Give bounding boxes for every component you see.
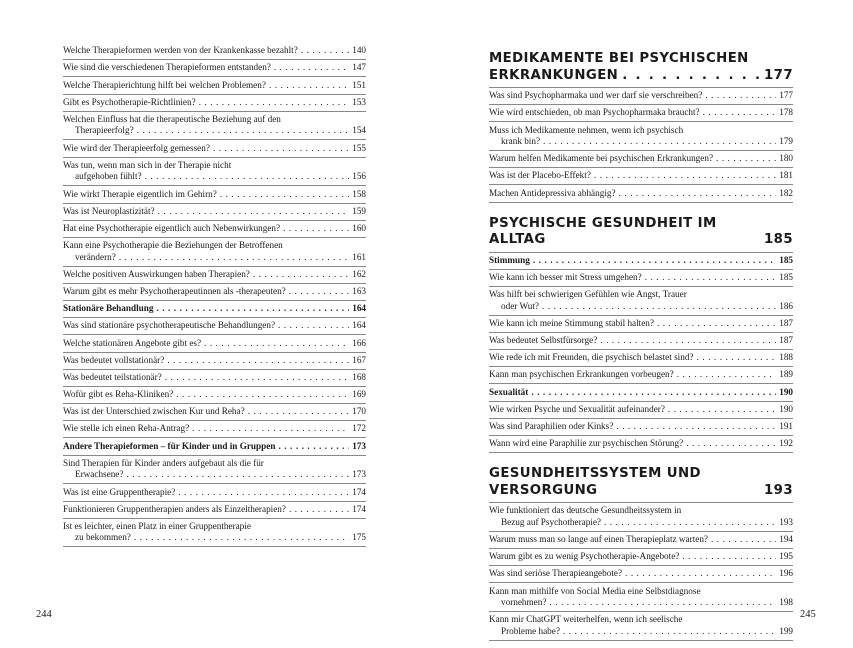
dot-leader <box>625 568 776 580</box>
dot-leader <box>134 532 349 544</box>
entry-row <box>489 301 793 313</box>
dot-leader <box>248 406 349 418</box>
dot-leader <box>145 171 349 183</box>
toc-entry <box>489 122 793 151</box>
entry-row <box>489 369 793 381</box>
entry-page-number: 163 <box>352 285 366 296</box>
entry-title: Was ist der Placebo-Effekt? <box>489 170 591 181</box>
entry-row <box>63 189 366 201</box>
entry-title: Welche Therapieformen werden von der Krankenkasse bezahlt? <box>63 45 298 56</box>
entry-title: Was bedeutet Selbstfürsorge? <box>489 335 598 346</box>
toc-entry <box>489 185 793 202</box>
entry-page-number: 185 <box>779 272 793 282</box>
toc-entry <box>489 612 793 641</box>
dot-leader <box>543 136 776 148</box>
entry-title: Welche stationären Angebote gibt es? <box>63 337 202 348</box>
entry-page-number: 194 <box>779 534 793 545</box>
entry-row <box>63 97 366 109</box>
dot-leader <box>600 335 776 347</box>
toc-entry <box>63 284 366 301</box>
entry-row <box>489 170 793 182</box>
dot-leader <box>204 338 349 350</box>
toc-entry <box>63 267 366 284</box>
dot-leader <box>533 255 776 267</box>
entry-title: Wie stelle ich einen Reha-Antrag? <box>63 423 190 434</box>
entry-page-number: 196 <box>779 568 793 579</box>
section-heading <box>489 465 793 503</box>
dot-leader <box>716 153 776 165</box>
entry-page-number: 187 <box>779 335 793 346</box>
toc-entry <box>63 502 366 519</box>
section-heading <box>489 215 793 253</box>
dot-leader <box>619 188 776 200</box>
entry-row <box>489 438 793 450</box>
dot-leader <box>156 303 349 315</box>
entry-row <box>489 188 793 200</box>
entry-page-number: 185 <box>764 232 793 248</box>
dot-leader <box>542 301 776 313</box>
entry-title: Sexualität <box>489 386 529 397</box>
toc-entry <box>489 350 793 367</box>
entry-row <box>489 335 793 347</box>
entry-row <box>489 387 793 399</box>
entry-page-number: 189 <box>779 369 793 380</box>
toc-entry <box>489 105 793 122</box>
dot-leader <box>657 318 776 330</box>
dot-leader <box>176 389 349 401</box>
entry-title: Wie kann ich meine Stimmung stabil halten? <box>489 317 654 328</box>
entry-page-number: 193 <box>764 482 793 498</box>
toc-entry <box>63 456 366 485</box>
dot-leader <box>158 206 349 218</box>
entry-page-number: 167 <box>352 354 366 365</box>
entry-title-line1: Was hilft bei schwierigen Gefühlen wie Angst, Trauer <box>489 289 687 300</box>
entry-row <box>63 125 366 137</box>
dot-leader <box>278 441 349 453</box>
entry-page-number: 192 <box>779 438 793 449</box>
entry-title: GESUNDHEITSSYSTEM UND VERSORGUNG <box>489 466 701 498</box>
entry-row <box>63 389 366 401</box>
entry-title-line1: Was tun, wenn man sich in der Therapie nicht <box>63 159 232 170</box>
entry-page-number: 172 <box>352 423 366 434</box>
page-number-left: 244 <box>36 609 52 620</box>
entry-title: aufgehoben fühlt? <box>75 171 142 182</box>
entry-title-line1: MEDIKAMENTE BEI PSYCHISCHEN <box>489 51 749 66</box>
entry-page-number: 181 <box>779 170 793 181</box>
section-heading <box>489 50 793 88</box>
entry-title: Warum helfen Medikamente bei psychischen Erkrankungen? <box>489 153 714 164</box>
entry-title: Wie wird entschieden, ob man Psychopharmaka braucht? <box>489 107 700 118</box>
entry-row <box>63 338 366 350</box>
entry-page-number: 177 <box>779 90 793 101</box>
entry-row <box>489 551 793 563</box>
entry-page-number: 153 <box>352 96 366 107</box>
entry-title: Warum muss man so lange auf einen Therapieplatz warten? <box>489 534 708 545</box>
toc-entry <box>63 318 366 335</box>
dot-leader <box>192 423 349 435</box>
entry-page-number: 198 <box>779 597 793 608</box>
toc-entry <box>63 60 366 77</box>
entry-title: Wie wirkt Therapie eigentlich im Gehirn? <box>63 188 217 199</box>
dot-leader <box>289 504 349 516</box>
toc-entry <box>489 419 793 436</box>
entry-title: Stimmung <box>489 254 530 265</box>
entry-page-number: 188 <box>779 352 793 363</box>
entry-page-number: 178 <box>779 107 793 118</box>
entry-page-number: 182 <box>779 187 793 198</box>
entry-title-line1: Wie funktioniert das deutsche Gesundheitssystem in <box>489 505 682 516</box>
entry-page-number: 190 <box>779 386 793 397</box>
entry-title: oder Wut? <box>501 300 539 311</box>
entry-page-number: 168 <box>352 371 366 382</box>
dot-leader <box>531 387 776 399</box>
right-page <box>427 0 853 648</box>
entry-row <box>489 404 793 416</box>
entry-page-number: 191 <box>779 421 793 431</box>
entry-row <box>63 286 366 298</box>
entry-title: Was ist Neuroplastizität? <box>63 205 155 216</box>
entry-row <box>489 90 793 102</box>
entry-row <box>489 136 793 148</box>
entry-row <box>63 62 366 74</box>
dot-leader <box>199 97 349 109</box>
entry-title: krank bin? <box>501 136 541 147</box>
entry-page-number: 154 <box>352 125 366 136</box>
entry-title: Wie wirken Psyche und Sexualität aufeinander? <box>489 403 665 414</box>
entry-row <box>63 171 366 183</box>
entry-row <box>489 318 793 330</box>
entry-row <box>489 272 793 284</box>
dot-leader <box>253 269 349 281</box>
entry-row <box>63 423 366 435</box>
entry-row <box>63 406 366 418</box>
entry-page-number: 179 <box>779 136 793 147</box>
entry-page-number: 140 <box>352 45 366 56</box>
entry-page-number: 162 <box>352 268 366 279</box>
entry-page-number: 173 <box>352 469 366 480</box>
page-number-right: 245 <box>800 609 816 620</box>
entry-row <box>63 252 366 264</box>
toc-entry <box>489 88 793 105</box>
toc-entry <box>63 387 366 404</box>
entry-row <box>63 372 366 384</box>
entry-row <box>489 597 793 609</box>
entry-title-line1: Kann eine Psychotherapie die Beziehungen der Betroffenen <box>63 240 283 251</box>
entry-row <box>63 355 366 367</box>
entry-page-number: 159 <box>352 205 366 216</box>
toc-entry <box>489 151 793 168</box>
entry-row <box>489 568 793 580</box>
entry-row <box>489 107 793 119</box>
entry-row <box>63 504 366 516</box>
toc-entry <box>489 367 793 384</box>
entry-title: Bezug auf Psychotherapie? <box>501 516 602 527</box>
entry-title: Stationäre Behandlung <box>63 303 154 314</box>
entry-page-number: 169 <box>352 389 366 400</box>
entry-title: Gibt es Psychotherapie-Richtlinien? <box>63 96 196 107</box>
entry-row <box>489 68 793 85</box>
dot-leader <box>697 352 776 364</box>
entry-page-number: 147 <box>352 62 366 73</box>
entry-title: Was sind Psychopharmaka und wer darf sie verschreiben? <box>489 90 703 101</box>
toc-subheading <box>63 438 366 455</box>
entry-row <box>489 517 793 529</box>
dot-leader <box>269 80 349 92</box>
dot-leader <box>126 469 349 481</box>
toc-entry <box>489 549 793 566</box>
entry-title: Wofür gibt es Reha-Kliniken? <box>63 389 174 400</box>
entry-title: Warum gibt es zu wenig Psychotherapie-Angebote? <box>489 551 680 562</box>
entry-row <box>63 303 366 315</box>
entry-title-line1: Welchen Einfluss hat die therapeutische Beziehung auf den <box>63 113 281 124</box>
toc-entry <box>489 316 793 333</box>
dot-leader <box>178 487 349 499</box>
entry-title: Wie wird der Therapieerfolg gemessen? <box>63 142 210 153</box>
dot-leader <box>283 223 349 235</box>
toc-entry <box>63 112 366 141</box>
toc-entry <box>63 238 366 267</box>
dot-leader <box>645 272 776 284</box>
toc-entry <box>63 421 366 438</box>
entry-page-number: 161 <box>352 251 366 262</box>
dot-leader <box>677 369 776 381</box>
entry-page-number: 174 <box>352 486 366 497</box>
entry-page-number: 185 <box>779 254 793 265</box>
toc-entry <box>63 221 366 238</box>
entry-page-number: 166 <box>352 337 366 348</box>
dot-leader <box>278 320 349 332</box>
dot-leader <box>622 68 760 85</box>
entry-title: PSYCHISCHE GESUNDHEIT IM ALLTAG <box>489 215 717 248</box>
entry-title: ERKRANKUNGEN <box>489 67 619 83</box>
entry-title: Wie rede ich mit Freunden, die psychisch belastet sind? <box>489 352 694 363</box>
entry-title: Was sind stationäre psychotherapeutische Behandlungen? <box>63 320 276 331</box>
toc-entry <box>489 503 793 532</box>
toc-entry <box>63 158 366 187</box>
entry-row <box>63 45 366 57</box>
entry-title-line1: Sind Therapien für Kinder anders aufgebaut als die für <box>63 457 264 468</box>
entry-title: vornehmen? <box>501 597 547 608</box>
left-page <box>0 0 426 648</box>
entry-row <box>63 469 366 481</box>
entry-row <box>63 223 366 235</box>
dot-leader <box>289 286 349 298</box>
entry-row <box>63 487 366 499</box>
dot-leader <box>604 517 776 529</box>
toc-entry <box>489 287 793 316</box>
dot-leader <box>274 62 349 74</box>
entry-title: Therapieerfolg? <box>75 125 134 136</box>
toc-entry <box>63 95 366 112</box>
toc-entry <box>63 204 366 221</box>
entry-title: Wie kann ich besser mit Stress umgehen? <box>489 272 642 282</box>
entry-row <box>489 255 793 267</box>
entry-title: Andere Therapieformen – für Kinder und in Gruppen <box>63 440 276 451</box>
toc-entry <box>489 333 793 350</box>
entry-title: Was ist der Unterschied zwischen Kur und Reha? <box>63 406 245 417</box>
toc-entry <box>63 484 366 501</box>
entry-title-line1: Kann man mithilfe von Social Media eine Selbstdiagnose <box>489 585 701 596</box>
entry-title: Hat eine Psychotherapie eigentlich auch Nebenwirkungen? <box>63 222 281 233</box>
left-toc <box>63 43 366 547</box>
entry-page-number: 158 <box>352 188 366 199</box>
dot-leader <box>686 438 776 450</box>
entry-title: Wie sind die verschiedenen Therapieformen entstanden? <box>63 62 271 73</box>
entry-page-number: 156 <box>352 171 366 182</box>
dot-leader <box>213 143 349 155</box>
dot-leader <box>668 404 776 416</box>
dot-leader <box>549 597 776 609</box>
toc-entry <box>489 402 793 419</box>
dot-leader <box>616 421 776 433</box>
entry-row <box>489 466 793 499</box>
entry-page-number: 177 <box>764 67 793 83</box>
dot-leader <box>594 170 776 182</box>
toc-entry <box>63 140 366 157</box>
entry-title: Funktionieren Gruppentherapien anders als Einzeltherapien? <box>63 503 286 514</box>
entry-page-number: 186 <box>779 300 793 311</box>
toc-entry <box>489 436 793 453</box>
entry-title: Probleme habe? <box>501 625 560 636</box>
entry-row <box>489 153 793 165</box>
right-toc <box>489 50 793 641</box>
toc-entry <box>489 583 793 612</box>
dot-leader <box>119 252 349 264</box>
toc-entry <box>63 370 366 387</box>
dot-leader <box>711 534 776 546</box>
entry-row <box>489 534 793 546</box>
toc-entry <box>63 43 366 60</box>
entry-page-number: 193 <box>779 516 793 527</box>
section-gap <box>489 453 793 465</box>
toc-entry <box>63 77 366 94</box>
entry-row <box>489 626 793 638</box>
entry-title: Was sind Paraphilien oder Kinks? <box>489 421 614 431</box>
entry-row <box>63 80 366 92</box>
entry-row <box>63 206 366 218</box>
section-gap <box>489 203 793 215</box>
toc-entry <box>489 270 793 287</box>
entry-row <box>63 532 366 544</box>
toc-entry <box>63 404 366 421</box>
toc-subheading <box>489 384 793 401</box>
dot-leader <box>682 551 776 563</box>
dot-leader <box>220 189 349 201</box>
dot-leader <box>301 45 349 57</box>
entry-page-number: 173 <box>352 440 366 451</box>
entry-page-number: 170 <box>352 406 366 417</box>
entry-row <box>489 216 793 249</box>
dot-leader <box>563 626 776 638</box>
dot-leader <box>703 107 776 119</box>
entry-title: verändern? <box>75 251 116 262</box>
entry-title-line1: Muss ich Medikamente nehmen, wenn ich psychisch <box>489 124 684 135</box>
entry-title: zu bekommen? <box>75 532 131 543</box>
dot-leader <box>167 355 349 367</box>
entry-page-number: 155 <box>352 142 366 153</box>
entry-title-line1: Kann mir ChatGPT weiterhelfen, wenn ich seelische <box>489 614 683 625</box>
dot-leader <box>137 125 349 137</box>
toc-subheading <box>489 253 793 270</box>
entry-title: Machen Antidepressiva abhängig? <box>489 187 616 198</box>
entry-page-number: 190 <box>779 403 793 414</box>
entry-page-number: 174 <box>352 503 366 514</box>
dot-leader <box>705 90 776 102</box>
entry-page-number: 180 <box>779 153 793 164</box>
entry-row <box>489 352 793 364</box>
toc-entry <box>489 532 793 549</box>
toc-subheading <box>63 301 366 318</box>
entry-page-number: 151 <box>352 79 366 90</box>
toc-entry <box>63 353 366 370</box>
entry-title: Was ist eine Gruppentherapie? <box>63 486 176 497</box>
entry-page-number: 195 <box>779 551 793 562</box>
entry-row <box>63 269 366 281</box>
toc-entry <box>489 566 793 583</box>
entry-page-number: 187 <box>779 317 793 328</box>
entry-row <box>489 421 793 433</box>
entry-title: Warum gibt es mehr Psychotherapeutinnen als -therapeuten? <box>63 285 286 296</box>
entry-page-number: 175 <box>352 532 366 543</box>
entry-row <box>63 320 366 332</box>
entry-title: Erwachsene? <box>75 469 124 480</box>
entry-row <box>63 441 366 453</box>
entry-title-line1: Ist es leichter, einen Platz in einer Gruppentherapie <box>63 520 251 531</box>
entry-page-number: 164 <box>352 303 366 314</box>
entry-title: Was sind seriöse Therapieangebote? <box>489 568 623 579</box>
dot-leader <box>165 372 349 384</box>
entry-title: Was bedeutet teilstationär? <box>63 371 162 382</box>
entry-page-number: 160 <box>352 222 366 233</box>
entry-page-number: 199 <box>779 625 793 636</box>
entry-title: Welche Therapierichtung hilft bei welchen Problemen? <box>63 79 266 90</box>
toc-entry <box>63 186 366 203</box>
toc-entry <box>489 168 793 185</box>
entry-title: Welche positiven Auswirkungen haben Therapien? <box>63 268 250 279</box>
toc-entry <box>63 335 366 352</box>
entry-page-number: 164 <box>352 320 366 331</box>
entry-title: Kann man psychischen Erkrankungen vorbeugen? <box>489 369 674 380</box>
toc-entry <box>63 519 366 548</box>
entry-title: Wann wird eine Paraphilie zur psychischen Störung? <box>489 438 684 449</box>
entry-title: Was bedeutet vollstationär? <box>63 354 165 365</box>
entry-row <box>63 143 366 155</box>
